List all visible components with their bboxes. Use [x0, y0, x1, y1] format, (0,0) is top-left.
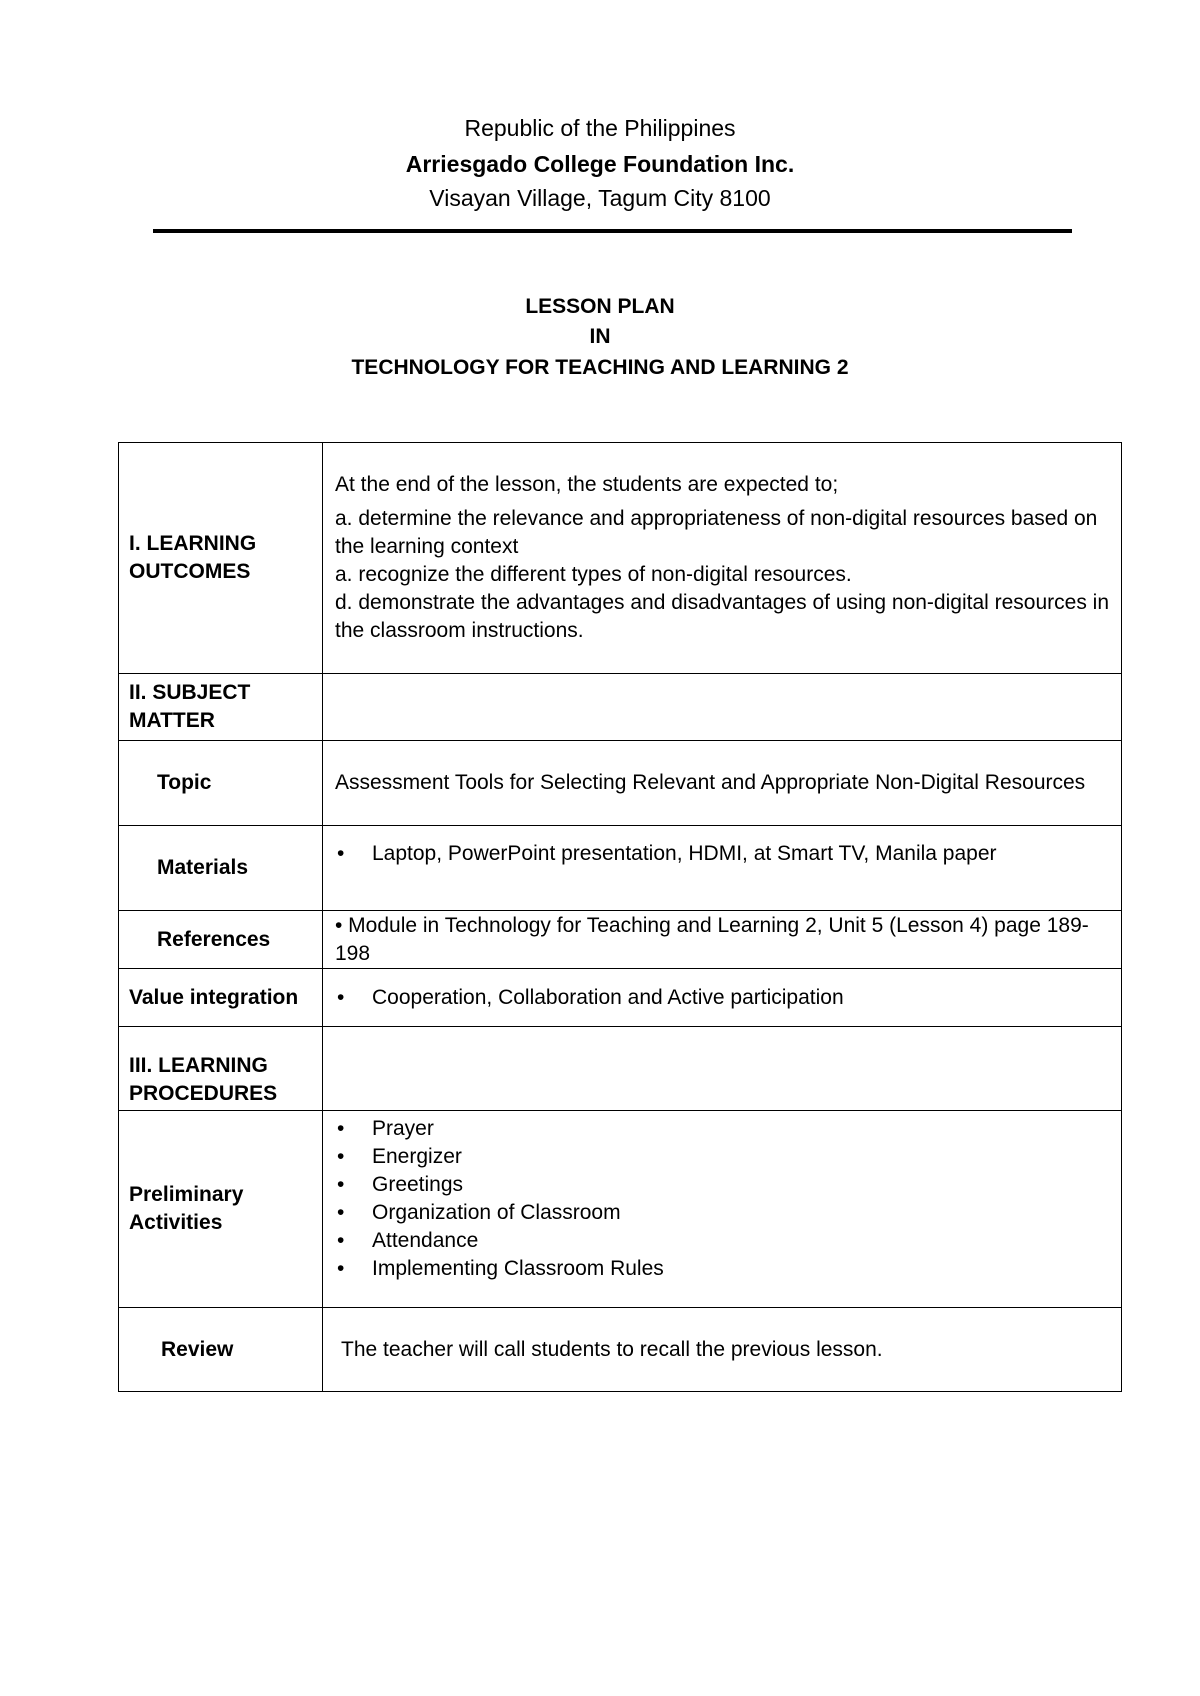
activity-text: Prayer — [372, 1117, 434, 1140]
list-item — [335, 840, 1109, 868]
learning-outcome-item: a. determine the relevance and appropriateness of non-digital resources based on the learning context — [335, 507, 1098, 558]
table-row-topic — [119, 741, 1122, 826]
title-line-1: LESSON PLAN — [525, 295, 675, 318]
list-item — [335, 1171, 1109, 1199]
header-country: Republic of the Philippines — [464, 115, 736, 141]
activity-text: Attendance — [372, 1229, 479, 1252]
header-address: Visayan Village, Tagum City 8100 — [429, 185, 771, 211]
preliminary-activities-label: Preliminary Activities — [119, 1111, 323, 1308]
bullet-icon: • — [337, 1173, 345, 1196]
subject-matter-label: II. SUBJECT MATTER — [119, 674, 323, 741]
topic-value: Assessment Tools for Selecting Relevant and Appropriate Non-Digital Resources — [323, 741, 1122, 826]
bullet-icon: • — [337, 1257, 345, 1280]
references-label: References — [119, 911, 323, 969]
learning-procedures-content — [323, 1027, 1122, 1111]
review-value: The teacher will call students to recall the previous lesson. — [323, 1308, 1122, 1392]
materials-content — [323, 826, 1122, 911]
materials-list — [335, 840, 1109, 868]
bullet-icon: • — [337, 1229, 345, 1252]
preliminary-activities-content — [323, 1111, 1122, 1308]
bullet-icon: • — [337, 1117, 345, 1140]
activity-text: Energizer — [372, 1145, 462, 1168]
bullet-icon: • — [337, 1201, 345, 1224]
subject-matter-content — [323, 674, 1122, 741]
list-item — [335, 1115, 1109, 1143]
table-row-value-integration — [119, 969, 1122, 1027]
bullet-icon: • — [337, 1145, 345, 1168]
table-row-subject-matter — [119, 674, 1122, 741]
learning-outcome-item: d. demonstrate the advantages and disadvantages of using non-digital resources in the classroom instructions. — [335, 591, 1110, 642]
review-label: Review — [119, 1308, 323, 1392]
topic-label: Topic — [119, 741, 323, 826]
materials-value: Laptop, PowerPoint presentation, HDMI, at Smart TV, Manila paper — [372, 842, 997, 865]
list-item — [335, 1143, 1109, 1171]
list-item — [335, 984, 1109, 1012]
activity-text: Implementing Classroom Rules — [372, 1257, 664, 1280]
preliminary-activities-list — [335, 1115, 1109, 1283]
materials-label: Materials — [119, 826, 323, 911]
list-item — [335, 1227, 1109, 1255]
table-row-materials — [119, 826, 1122, 911]
header-school-name: Arriesgado College Foundation Inc. — [405, 151, 795, 177]
value-integration-label-text: Value integration — [129, 985, 299, 1009]
value-integration-value: Cooperation, Collaboration and Active participation — [372, 985, 844, 1009]
table-row-review — [119, 1308, 1122, 1392]
learning-outcomes-intro: At the end of the lesson, the students are expected to; — [335, 473, 839, 496]
header-divider — [153, 229, 1072, 233]
activity-text: Greetings — [372, 1173, 464, 1196]
title-line-3: TECHNOLOGY FOR TEACHING AND LEARNING 2 — [351, 356, 849, 379]
learning-procedures-label: III. LEARNING PROCEDURES — [119, 1027, 323, 1111]
title-line-2: IN — [589, 325, 611, 348]
table-row-learning-procedures — [119, 1027, 1122, 1111]
value-integration-content — [323, 969, 1122, 1027]
bullet-icon: • — [337, 985, 345, 1009]
activity-text: Organization of Classroom — [372, 1201, 621, 1224]
table-row-references — [119, 911, 1122, 969]
learning-outcomes-label: I. LEARNING OUTCOMES — [119, 443, 323, 674]
learning-outcome-item: a. recognize the different types of non-digital resources. — [335, 563, 852, 586]
list-item — [335, 1199, 1109, 1227]
list-item — [335, 1255, 1109, 1283]
table-row-learning-outcomes — [119, 443, 1122, 674]
bullet-icon: • — [337, 842, 345, 865]
learning-outcomes-content — [323, 443, 1122, 674]
lesson-plan-table — [118, 442, 1122, 1392]
table-row-preliminary-activities — [119, 1111, 1122, 1308]
references-value: • Module in Technology for Teaching and Learning 2, Unit 5 (Lesson 4) page 189-198 — [323, 911, 1122, 969]
value-integration-list — [335, 984, 1109, 1012]
value-integration-label — [119, 969, 323, 1027]
